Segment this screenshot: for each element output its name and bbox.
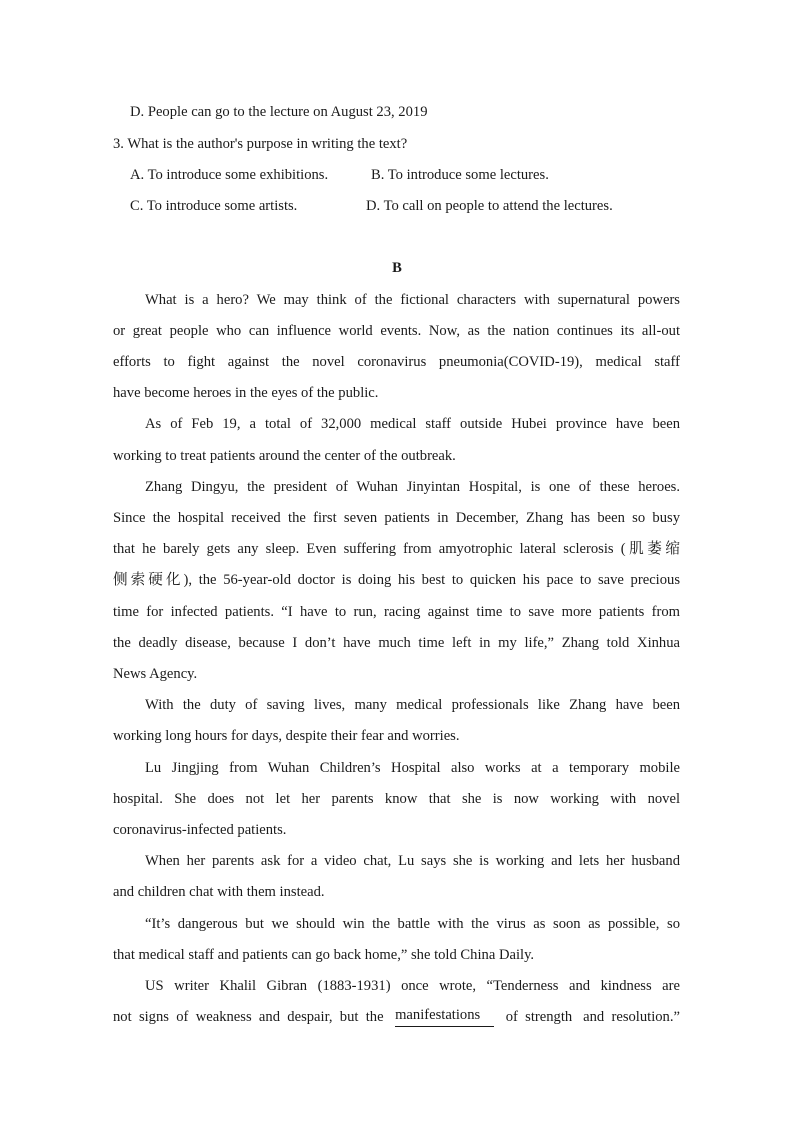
passage-line: When her parents ask for a video chat, Lu says she is working and lets her husband (145, 853, 680, 869)
passage-line: What is a hero? We may think of the fictional characters with supernatural powers (145, 292, 680, 308)
passage-line: With the duty of saving lives, many medical professionals like Zhang have been (145, 697, 680, 713)
passage-last-line (113, 1007, 680, 1027)
passage-line: time for infected patients. “I have to run, racing against time to save more patients from (113, 604, 680, 620)
section-heading: B (392, 260, 402, 276)
passage-line: US writer Khalil Gibran (1883-1931) once wrote, “Tenderness and kindness are (145, 978, 680, 994)
q3-option-b: B. To introduce some lectures. (371, 167, 549, 183)
q3-stem: 3. What is the author's purpose in writing the text? (113, 136, 408, 152)
q2-option-d: D. People can go to the lecture on August 23, 2019 (130, 104, 428, 120)
passage-line: Since the hospital received the first seven patients in December, Zhang has been so busy (113, 510, 680, 526)
passage-line: Lu Jingjing from Wuhan Children’s Hospital also works at a temporary mobile (145, 760, 680, 776)
passage-line: the deadly disease, because I don’t have much time left in my life,” Zhang told Xinhua (113, 635, 680, 651)
passage-line: that medical staff and patients can go back home,” she told China Daily. (113, 947, 535, 963)
passage-line: As of Feb 19, a total of 32,000 medical staff outside Hubei province have been (145, 416, 680, 432)
passage-line: coronavirus-infected patients. (113, 822, 287, 838)
q3-option-a: A. To introduce some exhibitions. (130, 167, 329, 183)
passage-line: and children chat with them instead. (113, 884, 325, 900)
passage-line: efforts to fight against the novel coronavirus pneumonia(COVID-19), medical staff (113, 354, 680, 370)
passage-line: 侧索硬化), the 56-year-old doctor is doing his best to quicken his pace to save precious (113, 572, 680, 588)
passage-line: have become heroes in the eyes of the public. (113, 385, 379, 401)
passage-line: Zhang Dingyu, the president of Wuhan Jinyintan Hospital, is one of these heroes. (145, 479, 680, 495)
passage-line: “It’s dangerous but we should win the battle with the virus as soon as possible, so (145, 916, 680, 932)
passage-line: working long hours for days, despite their fear and worries. (113, 728, 460, 744)
q3-option-d: D. To call on people to attend the lectures. (366, 198, 613, 214)
underlined-word: manifestations (395, 1007, 494, 1027)
passage-line: that he barely gets any sleep. Even suffering from amyotrophic lateral sclerosis (肌萎缩 (113, 541, 680, 557)
passage-line: or great people who can influence world events. Now, as the nation continues its all-out (113, 323, 680, 339)
last-line-after: of strength and resolution.” (505, 1009, 680, 1025)
passage-line: working to treat patients around the center of the outbreak. (113, 448, 456, 464)
last-line-before: not signs of weakness and despair, but the (113, 1009, 384, 1025)
passage-line: hospital. She does not let her parents know that she is now working with novel (113, 791, 680, 807)
q3-option-c: C. To introduce some artists. (130, 198, 298, 214)
passage-line: News Agency. (113, 666, 198, 682)
